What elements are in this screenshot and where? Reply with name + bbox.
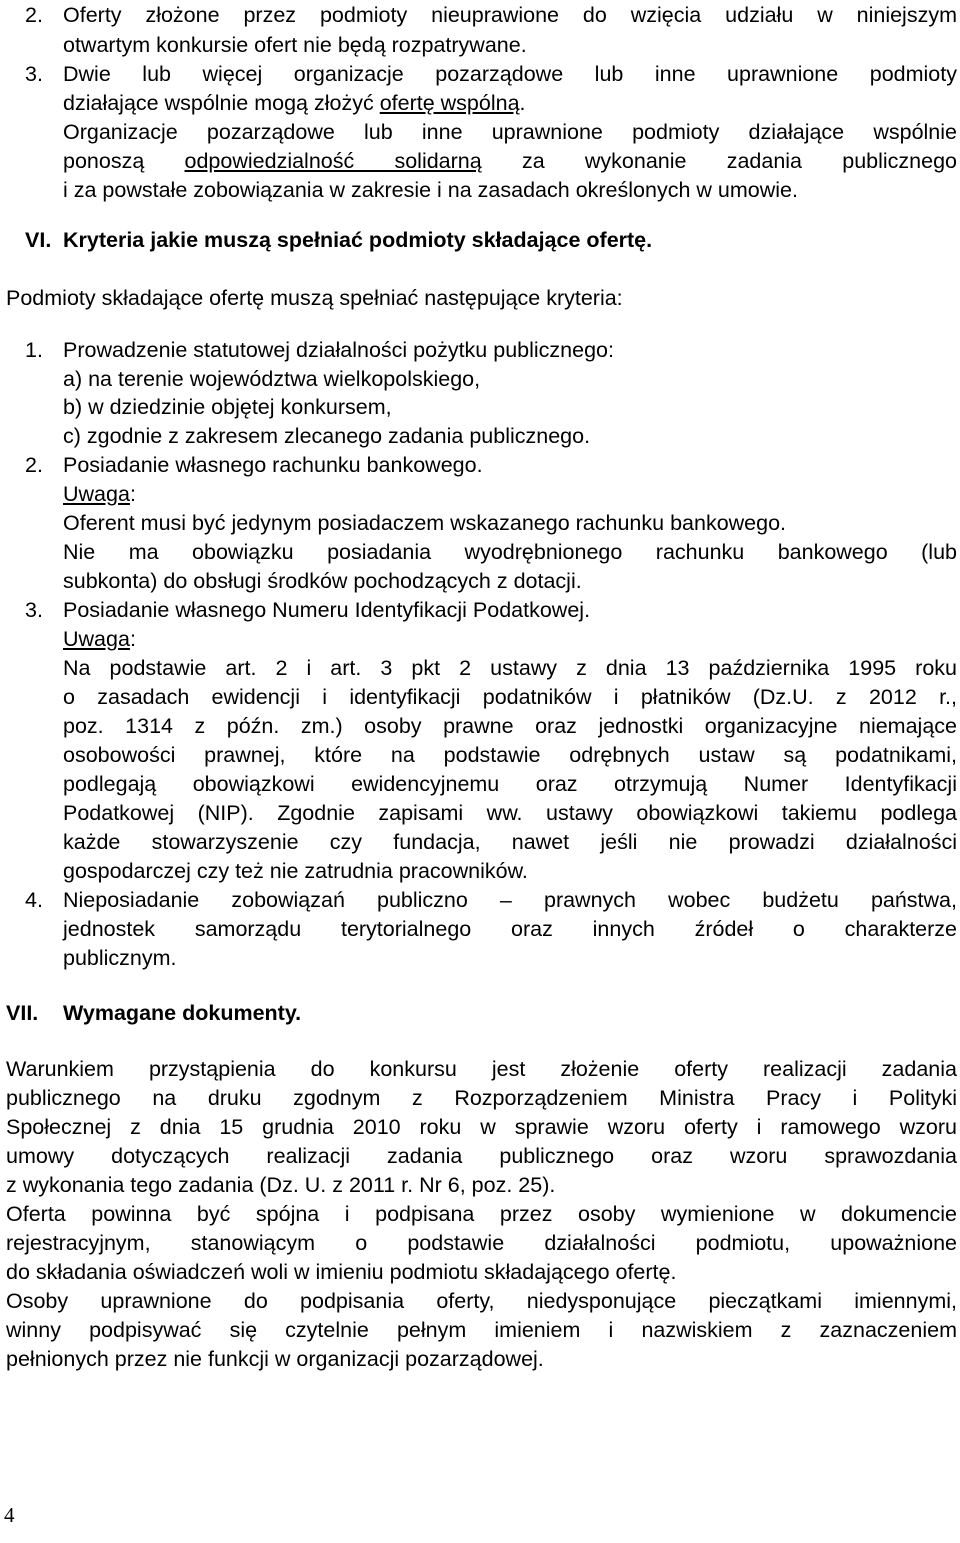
underlined-joint-liability: odpowiedzialność solidarną — [184, 149, 482, 173]
criterion-4-line-1: Nieposiadanie zobowiązań publiczno – prawnych wobec budżetu państwa, — [63, 888, 957, 912]
criterion-3-note-7: każde stowarzyszenie czy fundacja, nawet jeśli nie prowadzi działalności — [63, 830, 957, 854]
criterion-2-text: Posiadanie własnego rachunku bankowego. — [63, 453, 483, 477]
paragraph-2-line-3: do składania oświadczeń woli w imieniu podmiotu składającego ofertę. — [6, 1260, 677, 1284]
criterion-1-number: 1. — [25, 338, 43, 362]
criterion-3-note-1: Na podstawie art. 2 i art. 3 pkt 2 ustawy z dnia 13 października 1995 roku — [63, 656, 957, 680]
criterion-3-note-8: gospodarczej czy też nie zatrudnia pracowników. — [63, 859, 528, 883]
underlined-joint-offer: ofertę wspólną — [379, 91, 520, 115]
paragraph-3-line-1: Osoby uprawnione do podpisania oferty, niedysponujące pieczątkami imiennymi, — [6, 1289, 957, 1313]
criterion-2-number: 2. — [25, 453, 43, 477]
criterion-4-number: 4. — [25, 888, 43, 912]
paragraph-1-line-1: Warunkiem przystąpienia do konkursu jest złożenie oferty realizacji zadania — [6, 1057, 957, 1081]
section-6-intro: Podmioty składające ofertę muszą spełniać następujące kryteria: — [6, 286, 623, 310]
item-2-line-1: Oferty złożone przez podmioty nieuprawione do wzięcia udziału w niniejszym — [63, 3, 957, 27]
item-2-number: 2. — [25, 3, 43, 27]
criterion-1-text: Prowadzenie statutowej działalności pożytku publicznego: — [63, 338, 614, 362]
paragraph-1-line-2: publicznego na druku zgodnym z Rozporządzeniem Ministra Pracy i Polityki — [6, 1086, 957, 1110]
criterion-2-note-1: Oferent musi być jedynym posiadaczem wskazanego rachunku bankowego. — [63, 511, 787, 535]
criterion-1-b: b) w dziedzinie objętej konkursem, — [63, 395, 392, 419]
criterion-2-note-label: Uwaga: — [63, 482, 136, 506]
criterion-3-text: Posiadanie własnego Numeru Identyfikacji Podatkowej. — [63, 598, 591, 622]
paragraph-3-line-2: winny podpisywać się czytelnie pełnym imieniem i nazwiskiem z zaznaczeniem — [6, 1318, 957, 1342]
item-3-line-2: działające wspólnie mogą złożyć ofertę wspólną. — [63, 91, 526, 115]
criterion-3-note-2: o zasadach ewidencji i identyfikacji podatników i płatników (Dz.U. z 2012 r., — [63, 685, 957, 709]
criterion-3-note-5: podlegają obowiązkowi ewidencyjnemu oraz otrzymują Numer Identyfikacji — [63, 772, 957, 796]
criterion-2-note-3: subkonta) do obsługi środków pochodzących z dotacji. — [63, 569, 582, 593]
criterion-1-a: a) na terenie województwa wielkopolskiego, — [63, 367, 481, 391]
item-3-line-3: Organizacje pozarządowe lub inne uprawnione podmioty działające wspólnie — [63, 120, 957, 144]
paragraph-2-line-1: Oferta powinna być spójna i podpisana przez osoby wymienione w dokumencie — [6, 1202, 957, 1226]
section-7-number: VII. — [6, 1001, 39, 1025]
item-3-line-5: i za powstałe zobowiązania w zakresie i na zasadach określonych w umowie. — [63, 178, 798, 202]
criterion-3-note-6: Podatkowej (NIP). Zgodnie zapisami ww. ustawy obowiązkowi takiemu podlega — [63, 801, 957, 825]
item-3-number: 3. — [25, 62, 43, 86]
criterion-4-line-3: publicznym. — [63, 946, 177, 970]
paragraph-3-line-3: pełnionych przez nie funkcji w organizacji pozarządowej. — [6, 1347, 544, 1371]
paragraph-1-line-5: z wykonania tego zadania (Dz. U. z 2011 r. Nr 6, poz. 25). — [6, 1173, 556, 1197]
paragraph-1-line-3: Społecznej z dnia 15 grudnia 2010 roku w sprawie wzoru oferty i ramowego wzoru — [6, 1115, 957, 1139]
criterion-3-note-3: poz. 1314 z późn. zm.) osoby prawne oraz jednostki organizacyjne niemające — [63, 714, 957, 738]
paragraph-1-line-4: umowy dotyczących realizacji zadania publicznego oraz wzoru sprawozdania — [6, 1144, 957, 1168]
paragraph-2-line-2: rejestracyjnym, stanowiącym o podstawie działalności podmiotu, upoważnione — [6, 1231, 957, 1255]
section-6-number: VI. — [25, 228, 52, 252]
criterion-2-note-2: Nie ma obowiązku posiadania wyodrębnionego rachunku bankowego (lub — [63, 540, 957, 564]
criterion-3-note-label: Uwaga: — [63, 627, 136, 651]
page-number: 4 — [4, 1503, 15, 1527]
item-3-line-4: ponoszą odpowiedzialność solidarną za wykonanie zadania publicznego — [63, 149, 957, 173]
item-2-line-2: otwartym konkursie ofert nie będą rozpatrywane. — [63, 33, 527, 57]
item-3-line-1: Dwie lub więcej organizacje pozarządowe lub inne uprawnione podmioty — [63, 62, 957, 86]
criterion-3-note-4: osobowości prawnej, które na podstawie odrębnych ustaw są podatnikami, — [63, 743, 957, 767]
section-7-heading: Wymagane dokumenty. — [63, 1001, 302, 1025]
criterion-4-line-2: jednostek samorządu terytorialnego oraz innych źródeł o charakterze — [63, 917, 957, 941]
criterion-3-number: 3. — [25, 598, 43, 622]
criterion-1-c: c) zgodnie z zakresem zlecanego zadania publicznego. — [63, 424, 591, 448]
section-6-heading: Kryteria jakie muszą spełniać podmioty składające ofertę. — [63, 228, 653, 252]
